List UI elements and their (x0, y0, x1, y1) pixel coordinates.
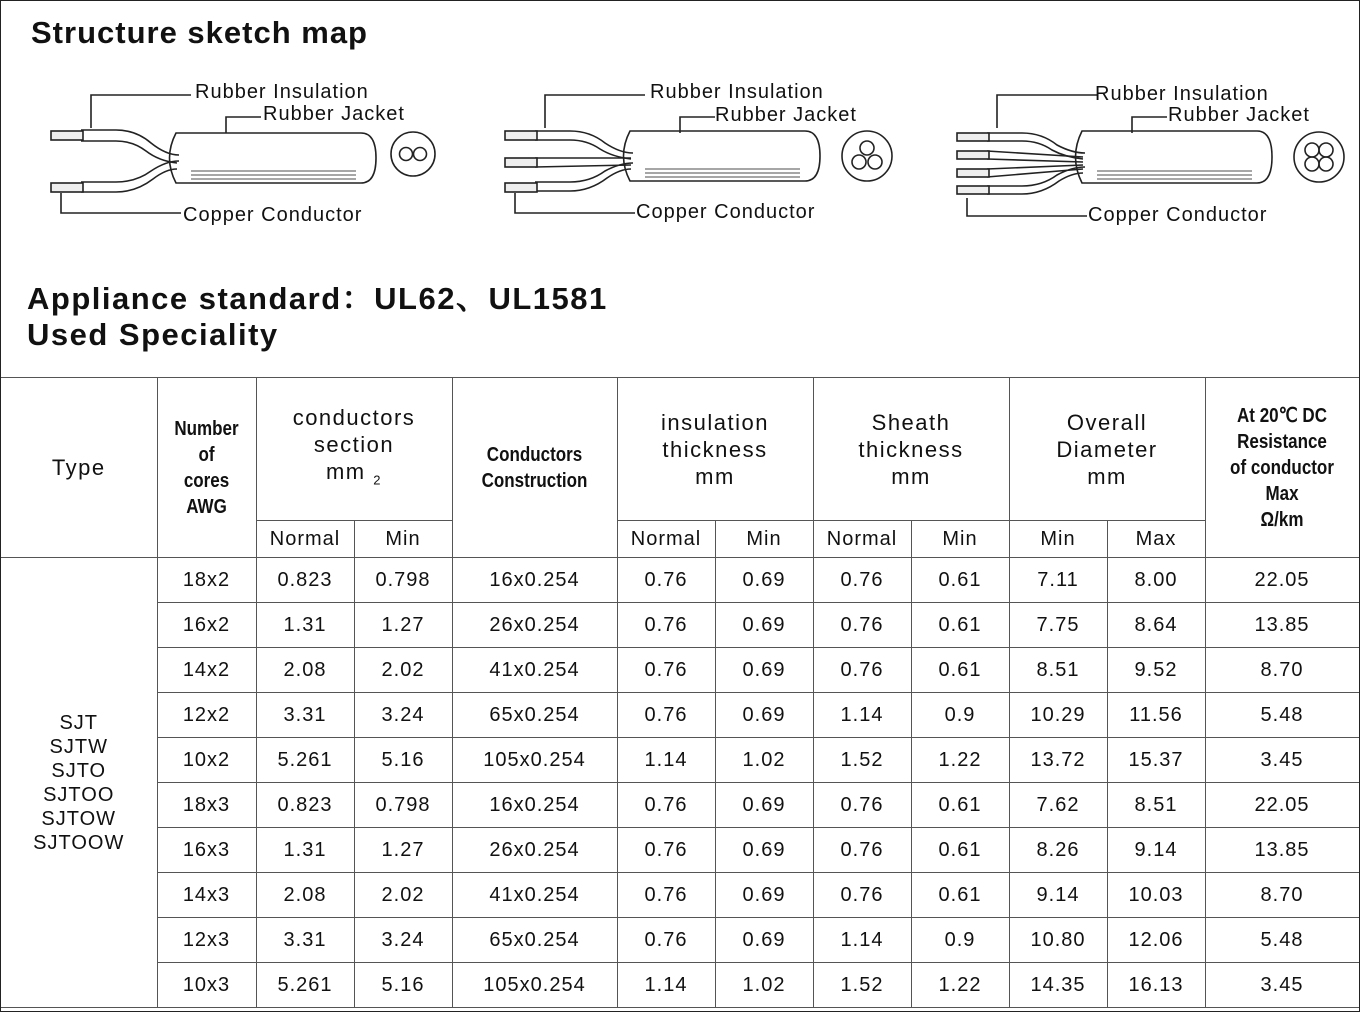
cell-insulation-normal: 0.76 (617, 828, 715, 873)
cell-insulation-min: 1.02 (715, 738, 813, 783)
cell-insulation-normal: 0.76 (617, 918, 715, 963)
type-value: SJT (59, 711, 99, 734)
cell-insulation-min: 1.02 (715, 963, 813, 1008)
conductor-label: Copper Conductor (636, 201, 816, 223)
table-row (1, 918, 1359, 963)
cell-diameter-min: 10.29 (1009, 693, 1107, 738)
cell-insulation-normal: 0.76 (617, 603, 715, 648)
cell-insulation-min: 0.69 (715, 603, 813, 648)
sub-min: Min (911, 521, 1009, 558)
table-body (1, 558, 1359, 1008)
cell-diameter-max: 12.06 (1107, 918, 1205, 963)
cell-insulation-min: 0.69 (715, 918, 813, 963)
table-row (1, 873, 1359, 918)
cell-section-min: 1.27 (354, 603, 452, 648)
cell-section-min: 1.27 (354, 828, 452, 873)
cell-diameter-max: 9.14 (1107, 828, 1205, 873)
cell-sheath-normal: 1.52 (813, 963, 911, 1008)
type-value: SJTW (49, 735, 108, 758)
cell-construction: 105x0.254 (452, 963, 617, 1008)
cell-resistance: 22.05 (1205, 783, 1359, 828)
appliance-standard: Appliance standard：UL62、UL1581 (27, 281, 608, 316)
cell-diameter-min: 7.75 (1009, 603, 1107, 648)
cell-section-normal: 1.31 (256, 828, 354, 873)
cell-diameter-max: 9.52 (1107, 648, 1205, 693)
cell-sheath-normal: 0.76 (813, 648, 911, 693)
cell-diameter-min: 9.14 (1009, 873, 1107, 918)
cell-construction: 105x0.254 (452, 738, 617, 783)
cell-resistance: 5.48 (1205, 918, 1359, 963)
cell-section-normal: 2.08 (256, 873, 354, 918)
conductor-label: Copper Conductor (1088, 204, 1268, 226)
cell-insulation-min: 0.69 (715, 783, 813, 828)
cell-sheath-min: 0.9 (911, 693, 1009, 738)
cell-cores: 18x3 (157, 783, 256, 828)
cell-diameter-min: 14.35 (1009, 963, 1107, 1008)
cell-cores: 10x2 (157, 738, 256, 783)
cell-section-normal: 5.261 (256, 963, 354, 1008)
cell-construction: 41x0.254 (452, 648, 617, 693)
sub-normal: Normal (256, 521, 354, 558)
cell-sheath-min: 0.61 (911, 558, 1009, 603)
cell-section-min: 0.798 (354, 783, 452, 828)
table-row (1, 963, 1359, 1008)
sub-min: Min (1009, 521, 1107, 558)
cell-cores: 16x2 (157, 603, 256, 648)
cell-section-normal: 1.31 (256, 603, 354, 648)
cell-section-normal: 0.823 (256, 558, 354, 603)
cell-diameter-max: 15.37 (1107, 738, 1205, 783)
cell-resistance: 13.85 (1205, 603, 1359, 648)
cell-section-min: 0.798 (354, 558, 452, 603)
cell-type (1, 558, 157, 1008)
spec-table (1, 377, 1360, 1008)
cell-sheath-normal: 0.76 (813, 603, 911, 648)
cell-construction: 16x0.254 (452, 783, 617, 828)
cell-sheath-normal: 0.76 (813, 783, 911, 828)
cell-resistance: 22.05 (1205, 558, 1359, 603)
header-section: conductors section mm $_2$ (256, 378, 452, 521)
cable-diagram-4-core (947, 73, 1360, 243)
cell-construction: 26x0.254 (452, 828, 617, 873)
table-row (1, 648, 1359, 693)
cell-sheath-min: 0.61 (911, 828, 1009, 873)
cell-diameter-min: 7.62 (1009, 783, 1107, 828)
table-row (1, 603, 1359, 648)
sub-normal: Normal (617, 521, 715, 558)
cell-construction: 26x0.254 (452, 603, 617, 648)
cell-insulation-normal: 0.76 (617, 558, 715, 603)
header-resistance: At 20℃ DC Resistance of conductor Max Ω/km (1217, 378, 1348, 558)
sub-min: Min (354, 521, 452, 558)
cell-section-min: 5.16 (354, 738, 452, 783)
cell-cores: 18x2 (157, 558, 256, 603)
header-insulation: insulation thickness mm (617, 378, 813, 521)
cell-cores: 12x2 (157, 693, 256, 738)
cell-construction: 65x0.254 (452, 693, 617, 738)
cell-section-min: 3.24 (354, 693, 452, 738)
cell-cores: 12x3 (157, 918, 256, 963)
table-row (1, 828, 1359, 873)
cell-construction: 65x0.254 (452, 918, 617, 963)
cell-section-min: 3.24 (354, 918, 452, 963)
cell-resistance: 8.70 (1205, 648, 1359, 693)
cell-resistance: 13.85 (1205, 828, 1359, 873)
cell-insulation-normal: 1.14 (617, 963, 715, 1008)
cell-diameter-max: 8.00 (1107, 558, 1205, 603)
cell-section-min: 2.02 (354, 873, 452, 918)
cell-sheath-min: 0.61 (911, 648, 1009, 693)
table-row (1, 783, 1359, 828)
cell-insulation-normal: 0.76 (617, 783, 715, 828)
cell-insulation-normal: 1.14 (617, 738, 715, 783)
cell-section-normal: 3.31 (256, 918, 354, 963)
cell-diameter-max: 8.64 (1107, 603, 1205, 648)
cable-diagram-2-core (41, 73, 481, 243)
cell-insulation-min: 0.69 (715, 828, 813, 873)
cable-diagram-3-core (495, 73, 935, 243)
table-row (1, 558, 1359, 603)
insulation-label: Rubber Insulation (650, 81, 824, 103)
cell-insulation-min: 0.69 (715, 873, 813, 918)
cell-sheath-min: 1.22 (911, 963, 1009, 1008)
cell-construction: 16x0.254 (452, 558, 617, 603)
cell-sheath-min: 1.22 (911, 738, 1009, 783)
cell-sheath-min: 0.61 (911, 873, 1009, 918)
insulation-label: Rubber Insulation (1095, 83, 1269, 105)
type-value: SJTOO (43, 783, 115, 806)
type-value: SJTO (51, 759, 107, 782)
header-row (1, 378, 1359, 521)
type-value: SJTOW (41, 807, 117, 830)
cell-sheath-min: 0.61 (911, 603, 1009, 648)
cell-resistance: 3.45 (1205, 738, 1359, 783)
cell-diameter-min: 8.51 (1009, 648, 1107, 693)
conductor-label: Copper Conductor (183, 204, 363, 226)
used-speciality: Used Speciality (27, 317, 279, 352)
cell-section-min: 2.02 (354, 648, 452, 693)
jacket-label: Rubber Jacket (715, 104, 857, 126)
cell-insulation-normal: 0.76 (617, 873, 715, 918)
cell-diameter-min: 13.72 (1009, 738, 1107, 783)
cell-sheath-normal: 1.14 (813, 693, 911, 738)
header-cores: Number of cores AWG (164, 378, 248, 558)
cell-cores: 10x3 (157, 963, 256, 1008)
cell-sheath-min: 0.9 (911, 918, 1009, 963)
cell-insulation-normal: 0.76 (617, 693, 715, 738)
table-row (1, 738, 1359, 783)
cell-cores: 16x3 (157, 828, 256, 873)
insulation-label: Rubber Insulation (195, 81, 369, 103)
cell-sheath-normal: 0.76 (813, 558, 911, 603)
table-row (1, 693, 1359, 738)
cell-sheath-normal: 1.52 (813, 738, 911, 783)
cell-insulation-min: 0.69 (715, 693, 813, 738)
header-type: Type (1, 378, 157, 558)
cell-diameter-min: 7.11 (1009, 558, 1107, 603)
cell-cores: 14x3 (157, 873, 256, 918)
sub-normal: Normal (813, 521, 911, 558)
cell-diameter-max: 8.51 (1107, 783, 1205, 828)
cell-insulation-min: 0.69 (715, 648, 813, 693)
cell-section-normal: 0.823 (256, 783, 354, 828)
cell-sheath-normal: 0.76 (813, 828, 911, 873)
cell-resistance: 8.70 (1205, 873, 1359, 918)
jacket-label: Rubber Jacket (1168, 104, 1310, 126)
cell-sheath-normal: 0.76 (813, 873, 911, 918)
cell-section-normal: 2.08 (256, 648, 354, 693)
header-diameter: Overall Diameter mm (1009, 378, 1205, 521)
cell-construction: 41x0.254 (452, 873, 617, 918)
cell-section-normal: 5.261 (256, 738, 354, 783)
sub-max: Max (1107, 521, 1205, 558)
sub-min: Min (715, 521, 813, 558)
cell-section-min: 5.16 (354, 963, 452, 1008)
cell-cores: 14x2 (157, 648, 256, 693)
cell-sheath-normal: 1.14 (813, 918, 911, 963)
cell-sheath-min: 0.61 (911, 783, 1009, 828)
cell-resistance: 5.48 (1205, 693, 1359, 738)
cell-section-normal: 3.31 (256, 693, 354, 738)
header-construction: Conductors Construction (464, 378, 604, 558)
type-value: SJTOOW (33, 831, 125, 854)
cell-insulation-min: 0.69 (715, 558, 813, 603)
cell-diameter-max: 10.03 (1107, 873, 1205, 918)
cell-diameter-max: 16.13 (1107, 963, 1205, 1008)
standard-block (27, 281, 608, 353)
cell-diameter-min: 10.80 (1009, 918, 1107, 963)
cell-insulation-normal: 0.76 (617, 648, 715, 693)
cell-diameter-max: 11.56 (1107, 693, 1205, 738)
jacket-label: Rubber Jacket (263, 103, 405, 125)
cell-diameter-min: 8.26 (1009, 828, 1107, 873)
cell-resistance: 3.45 (1205, 963, 1359, 1008)
header-sheath: Sheath thickness mm (813, 378, 1009, 521)
sketch-title: Structure sketch map (31, 15, 368, 50)
